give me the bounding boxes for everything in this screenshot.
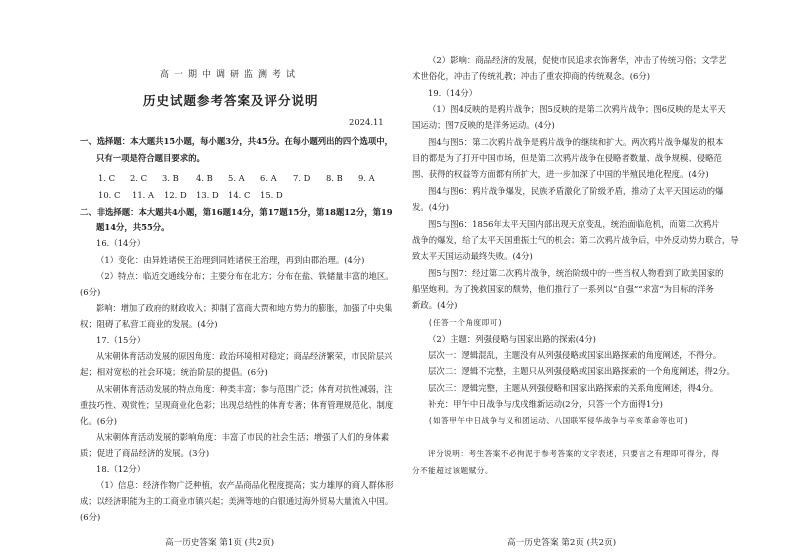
q16-heading: 16.（14分）	[96, 238, 146, 248]
answer-item: 6. A	[260, 173, 277, 183]
answer-line: (6分)	[80, 287, 101, 297]
answer-line: 化。(6分)	[80, 416, 117, 426]
answer-line: （1）图4反映的是鸦片战争；图5反映的是第二次鸦片战争；图6反映的是太平天	[428, 104, 726, 114]
answer-item: 15. D	[260, 190, 283, 200]
answer-line: 国运动；图7反映的是洋务运动。(4分)	[412, 120, 555, 130]
right-page	[397, 0, 794, 558]
answer-line: （2）主题：列强侵略与国家出路的探索(4分)	[428, 334, 596, 344]
document-date: 2024.11	[349, 117, 384, 127]
answer-line: 从宋朝体育活动发展的原因角度：政治环境相对稳定；商品经济繁荣，市民阶层兴	[96, 351, 393, 361]
answer-line: 图4与图6：鸦片战争爆发，民族矛盾激化了阶级矛盾，推动了太平天国运动的爆	[428, 186, 724, 196]
answer-line: 图4与图5：第二次鸦片战争是鸦片战争的继续和扩大。两次鸦片战争爆发的根本	[428, 137, 724, 147]
answer-line: 船坚炮利。为了挽救国家的颓势，他们推行了一系列以“自强”“求富”为目标的洋务	[412, 284, 714, 294]
q19-heading: 19.（14分）	[428, 88, 478, 98]
answer-item: 4. B	[196, 173, 213, 183]
answer-item: 10. C	[98, 190, 121, 200]
answer-line: （1）信息：经济作物广泛种植，农产品商品化程度提高；实力雄厚的商人群体形	[96, 480, 394, 490]
answer-line: 补充：甲午中日战争与戊戌维新运动(2分，只答一个方面得1分)	[428, 399, 663, 409]
page-footer: 高一历史答案 第1页 (共2页)	[165, 538, 275, 548]
answer-line: 影响：增加了政府的财政收入；抑制了富商大贾和地方势力的膨胀，加强了中央集	[96, 303, 393, 313]
answer-line: 成；以经济职能为主的工商业市镇兴起；美洲等地的白银通过海外贸易大量流入中国。	[80, 496, 394, 506]
section-2-heading: 二、非选择题：本大题共4小题，第16题14分，第17题15分，第18题12分，第19	[80, 207, 393, 217]
answer-line: 发。(4分)	[412, 202, 449, 212]
answer-line: 新政。(4分)	[412, 300, 458, 310]
document-title: 历史试题参考答案及评分说明	[143, 93, 319, 108]
answer-item: 7. D	[293, 173, 311, 183]
answer-line: 重技巧性、观赏性；呈现商业化色彩；出现总结性的体育专著；体育管理规范化、制度	[80, 400, 394, 410]
answer-line: 层次一：逻辑混乱，主题没有从列强侵略或国家出路探索的角度阐述，不得分。	[428, 350, 722, 360]
q18-heading: 18.（12分）	[96, 464, 146, 474]
answer-item: 3. B	[162, 173, 179, 183]
section-2-heading-cont: 题14分，共55分。	[96, 222, 170, 232]
q17-heading: 17.（15分）	[96, 335, 146, 345]
answer-line: 目的都是为了打开中国市场，但是第二次鸦片战争在侵略者数量、战争规模、侵略范	[412, 153, 722, 163]
answer-item: 13. D	[196, 190, 219, 200]
answer-item: 12. D	[164, 190, 187, 200]
page-footer: 高一历史答案 第2页 (共2页)	[507, 538, 617, 548]
answer-item: 1. C	[98, 173, 116, 183]
answer-line: 图5与图7：经过第二次鸦片战争，统治阶级中的一些当权人物看到了欧美国家的	[428, 268, 724, 278]
answer-item: 8. B	[326, 173, 343, 183]
answer-line: 战争的爆发，给了太平天国重振士气的机会；第二次鸦片战争后，中外反动势力联合，导	[412, 235, 739, 245]
answer-item: 9. A	[358, 173, 375, 183]
handwritten-note: (任答一个角度即可)	[428, 318, 503, 327]
answer-line: 从宋朝体育活动发展的影响角度：丰富了市民的社会生活；增强了人们的身体素	[96, 432, 390, 442]
section-1-heading: 一、选择题：本大题共15小题，每小题3分，共45分。在每小题列出的四个选项中，	[80, 136, 393, 146]
answer-item: 14. C	[228, 190, 251, 200]
answer-line: 质；促进了商品经济的发展。(3分)	[80, 448, 210, 458]
answer-item: 11. A	[132, 190, 155, 200]
answer-line: 围、获得的权益等方面都有所扩大，进一步加深了中国的半殖民地化程度。(4分)	[412, 169, 709, 179]
answer-line: 层次三：逻辑完整，主题从列强侵略和国家出路探索的关系角度阐述，得4分。	[428, 383, 719, 393]
answer-line: 层次二：逻辑不完整，主题只从列强侵略或国家出路探索的一个角度阐述，得2分。	[428, 366, 735, 376]
answer-line: （2）特点：临近交通线分布；主要分布在北方；分布在盐、铁储量丰富的地区。	[96, 271, 394, 281]
answer-line: （2）影响：商品经济的发展，促使市民追求衣饰奢华，冲击了传统习俗；文学艺	[428, 55, 727, 65]
answer-line: （1）变化：由异姓诸侯王治理到同姓诸侯王治理，再到由郡治理。(4分)	[96, 255, 365, 265]
answer-line: 起；相对宽松的社会环境；统治阶层的提倡。(6分)	[80, 367, 268, 377]
section-1-heading-cont: 只有一项是符合题目要求的。	[96, 153, 205, 163]
answer-line: 图5与图6：1856年太平天国内部出现天京变乱，统治面临危机，而第二次鸦片	[428, 219, 720, 229]
answer-line: 术世俗化，冲击了传统礼教；冲击了重农抑商的传统观念。(6分)	[412, 71, 650, 81]
answer-line: 致太平天国运动最终失败。(4分)	[412, 251, 533, 261]
scoring-note: 分不能超过该题赋分。	[412, 466, 493, 475]
exam-title: 高一期中调研监测考试	[160, 70, 301, 80]
answer-line: (6分)	[80, 512, 101, 522]
answer-item: 5. A	[228, 173, 245, 183]
answer-item: 2. C	[130, 173, 148, 183]
answer-line: 从宋朝体育活动发展的特点角度：种类丰富；参与范围广泛；体育对抗性减弱，注	[96, 384, 393, 394]
handwritten-note: (如答甲午中日战争与义和团运动、八国联军侵华战争与辛亥革命等也可)	[428, 416, 690, 425]
answer-line: 权；阻碍了私营工商业的发展。(4分)	[80, 319, 218, 329]
scoring-note: 评分说明：考生答案不必拘泥于参考答案的文字表述，只要言之有理即可得分，得	[428, 449, 720, 458]
